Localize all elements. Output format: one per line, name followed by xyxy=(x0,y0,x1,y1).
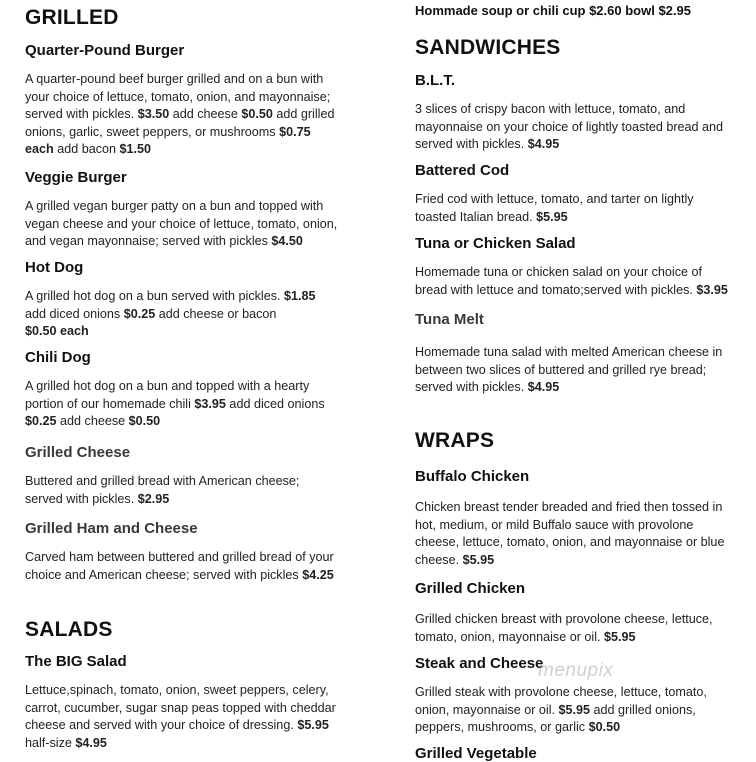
description-line: carrot, cucumber, sugar snap peas topped with cheddar xyxy=(25,700,336,715)
description-line: cheese, lettuce, tomato, onion, and mayonnaise or blue xyxy=(415,535,725,549)
description-line: toasted Italian bread. $5.95 xyxy=(415,209,568,224)
description-line: portion of our homemade chili $3.95 add diced onions xyxy=(25,396,325,411)
description-line: $0.25 add cheese $0.50 xyxy=(25,414,161,428)
description-line: tomato, onion, mayonnaise or oil. $5.95 xyxy=(415,629,636,644)
item-desc-tuna-or-chicken-salad xyxy=(415,264,728,299)
description-line: served with pickles. $4.95 xyxy=(415,380,560,394)
item-desc-hot-dog xyxy=(25,288,316,341)
description-line: Grilled chicken breast with provolone cheese, lettuce, xyxy=(415,612,713,626)
description-line: vegan cheese and your choice of lettuce, tomato, onion, xyxy=(25,216,338,231)
item-name-tuna-or-chicken-salad: Tuna or Chicken Salad xyxy=(415,235,576,252)
description-line: A quarter-pound beef burger grilled and on a bun with xyxy=(25,72,324,86)
section-title-wraps: WRAPS xyxy=(415,429,495,452)
item-desc-grilled-ham-and-cheese xyxy=(25,549,334,584)
description-line: choice and American cheese; served with pickles $4.25 xyxy=(25,567,334,582)
description-line: Homemade tuna or chicken salad on your choice of xyxy=(415,265,703,279)
description-line: add diced onions $0.25 add cheese or bacon xyxy=(25,306,277,321)
description-line: served with pickles. $3.50 add cheese $0.50 add grilled xyxy=(25,107,335,121)
description-line: A grilled hot dog on a bun served with pickles. $1.85 xyxy=(25,289,316,303)
item-name-blt: B.L.T. xyxy=(415,72,455,89)
item-name-veggie-burger: Veggie Burger xyxy=(25,169,127,186)
description-line: A grilled vegan burger patty on a bun and topped with xyxy=(25,199,324,213)
item-name-big-salad: The BIG Salad xyxy=(25,653,127,670)
item-desc-veggie-burger xyxy=(25,198,337,251)
watermark-logo: menupix xyxy=(538,660,614,681)
description-line: cheese and served with your choice of dressing. $5.95 xyxy=(25,718,329,732)
item-name-hot-dog: Hot Dog xyxy=(25,259,84,276)
item-name-grilled-chicken: Grilled Chicken xyxy=(415,580,526,597)
description-line: onions, garlic, sweet peppers, or mushrooms $0.75 xyxy=(25,124,311,139)
description-line: Carved ham between buttered and grilled bread of your xyxy=(25,550,334,564)
section-title-salads: SALADS xyxy=(25,618,113,641)
item-desc-grilled-cheese xyxy=(25,473,299,508)
description-line: Lettuce,spinach, tomato, onion, sweet peppers, celery, xyxy=(25,683,329,697)
item-desc-grilled-chicken xyxy=(415,611,713,646)
description-line: 3 slices of crispy bacon with lettuce, tomato, and xyxy=(415,102,686,116)
description-line: served with pickles. $2.95 xyxy=(25,491,170,506)
description-line: Fried cod with lettuce, tomato, and tarter on lightly xyxy=(415,192,694,206)
item-desc-steak-and-cheese xyxy=(415,684,707,737)
item-desc-buffalo-chicken xyxy=(415,499,724,569)
description-line: Buttered and grilled bread with American cheese; xyxy=(25,474,300,488)
section-title-sandwiches: SANDWICHES xyxy=(415,36,561,59)
description-line: $0.50 each xyxy=(25,324,89,338)
description-line: peppers, mushrooms, or garlic $0.50 xyxy=(415,720,621,734)
description-line: your choice of lettuce, tomato, onion, and mayonnaise; xyxy=(25,89,331,104)
item-name-steak-and-cheese: Steak and Cheese xyxy=(415,655,544,672)
item-name-chili-dog: Chili Dog xyxy=(25,349,91,366)
description-line: bread with lettuce and tomato;served with pickles. $3.95 xyxy=(415,282,728,297)
description-line: hot, medium, or mild Buffalo sauce with provolone xyxy=(415,517,694,532)
soup-price-line: Hommade soup or chili cup $2.60 bowl $2.95 xyxy=(415,3,691,18)
item-desc-blt xyxy=(415,101,723,154)
item-name-quarter-pound-burger: Quarter-Pound Burger xyxy=(25,42,185,59)
item-name-battered-cod: Battered Cod xyxy=(415,162,510,179)
description-line: and vegan mayonnaise; served with pickles $4.50 xyxy=(25,234,303,248)
item-desc-big-salad xyxy=(25,682,336,752)
item-name-buffalo-chicken: Buffalo Chicken xyxy=(415,468,530,485)
description-line: cheese. $5.95 xyxy=(415,552,495,567)
item-desc-quarter-pound-burger xyxy=(25,71,334,159)
description-line: each add bacon $1.50 xyxy=(25,142,152,156)
item-name-tuna-melt: Tuna Melt xyxy=(415,311,484,328)
item-desc-tuna-melt xyxy=(415,344,722,397)
description-line: between two slices of buttered and grilled rye bread; xyxy=(415,362,707,377)
description-line: Chicken breast tender breaded and fried then tossed in xyxy=(415,500,723,514)
description-line: half-size $4.95 xyxy=(25,735,107,750)
description-line: mayonnaise on your choice of lightly toasted bread and xyxy=(415,119,724,134)
item-desc-chili-dog xyxy=(25,378,325,431)
item-name-grilled-ham-and-cheese: Grilled Ham and Cheese xyxy=(25,520,198,537)
description-line: served with pickles. $4.95 xyxy=(415,137,560,151)
description-line: A grilled hot dog on a bun and topped with a hearty xyxy=(25,379,310,393)
description-line: Grilled steak with provolone cheese, lettuce, tomato, xyxy=(415,685,707,699)
item-desc-battered-cod xyxy=(415,191,694,226)
item-name-grilled-vegetable: Grilled Vegetable xyxy=(415,745,537,762)
item-name-grilled-cheese: Grilled Cheese xyxy=(25,444,131,461)
section-title-grilled: GRILLED xyxy=(25,6,119,29)
description-line: Homemade tuna salad with melted American cheese in xyxy=(415,345,723,359)
description-line: onion, mayonnaise or oil. $5.95 add grilled onions, xyxy=(415,702,696,717)
